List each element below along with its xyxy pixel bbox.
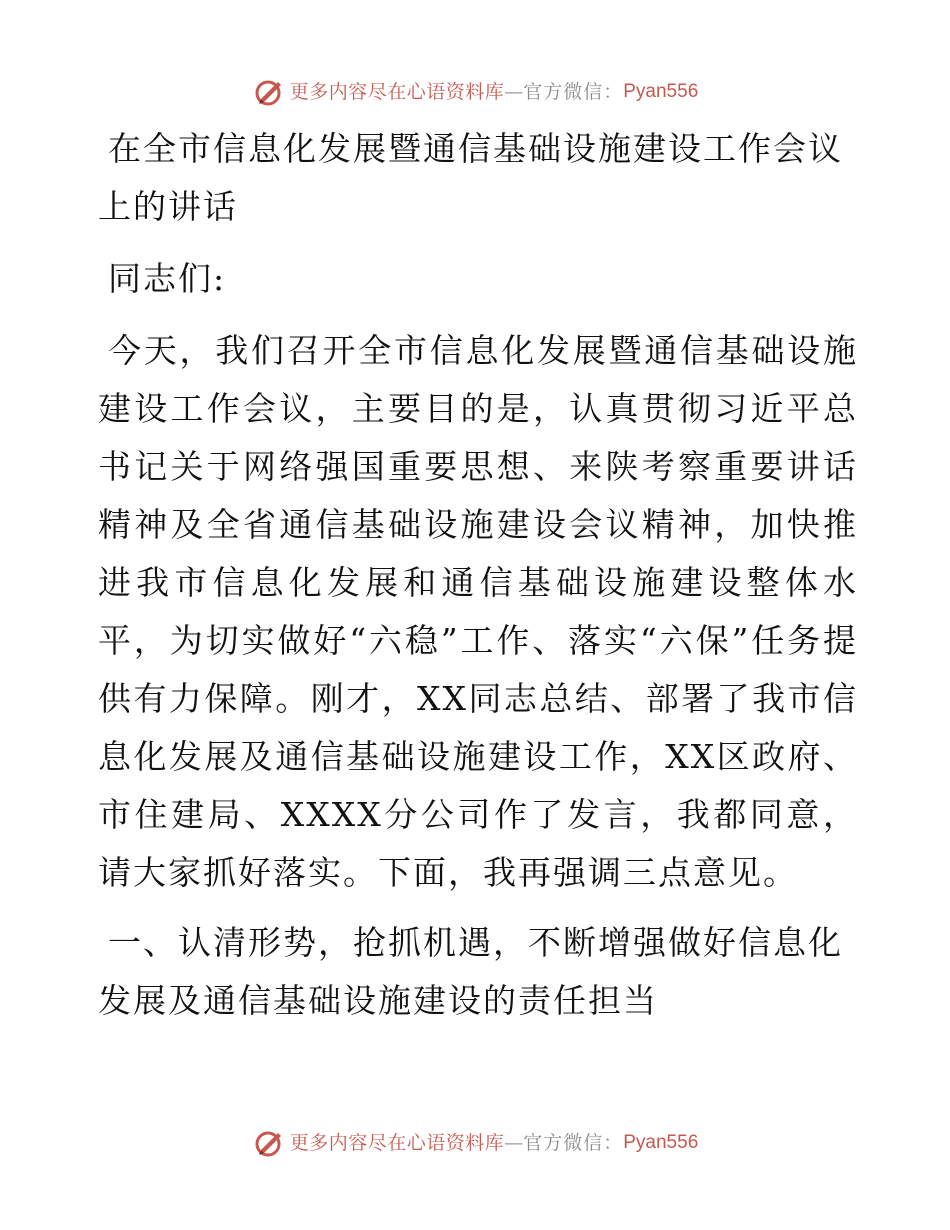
pen-logo-icon — [252, 1128, 286, 1158]
watermark-label: 官方微信： — [523, 81, 624, 103]
watermark-dash: — — [504, 1132, 524, 1154]
document-title: 在全市信息化发展暨通信基础设施建设工作会议上的讲话 — [98, 129, 843, 226]
watermark-dash: — — [504, 81, 524, 103]
body-paragraph: 今天，我们召开全市信息化发展暨通信基础设施建设工作会议，主要目的是，认真贯彻习近平总书记关于网络强国重要思想、来陕考察重要讲话精神及全省通信基础设施建设会议精神，加快推进我市信息化发展和通信基础设施建设整体水平，为切实做好“六稳”工作、落实“六保”任务提供有力保障。刚才，XX同志总结、部署了我市信息化发展及通信基础设施建设工作，XX区政府、市住建局、XXXX分公司作了发言，我都同意，请大家抓好落实。下面，我再强调三点意见。 — [98, 331, 858, 892]
watermark-wechat-id: Pyan556 — [623, 1132, 699, 1153]
greeting: 同志们: — [108, 259, 227, 298]
watermark-site-text: 更多内容尽在心语资料库 — [289, 81, 505, 103]
pen-logo-icon — [252, 77, 286, 107]
document-body — [98, 120, 858, 1030]
header-watermark — [0, 77, 950, 107]
watermark-site-text: 更多内容尽在心语资料库 — [289, 1132, 505, 1154]
watermark-label: 官方微信： — [523, 1132, 624, 1154]
footer-watermark — [0, 1128, 950, 1158]
section-heading: 一、认清形势，抢抓机遇，不断增强做好信息化发展及通信基础设施建设的责任担当 — [98, 923, 843, 1020]
watermark-wechat-id: Pyan556 — [623, 81, 699, 102]
